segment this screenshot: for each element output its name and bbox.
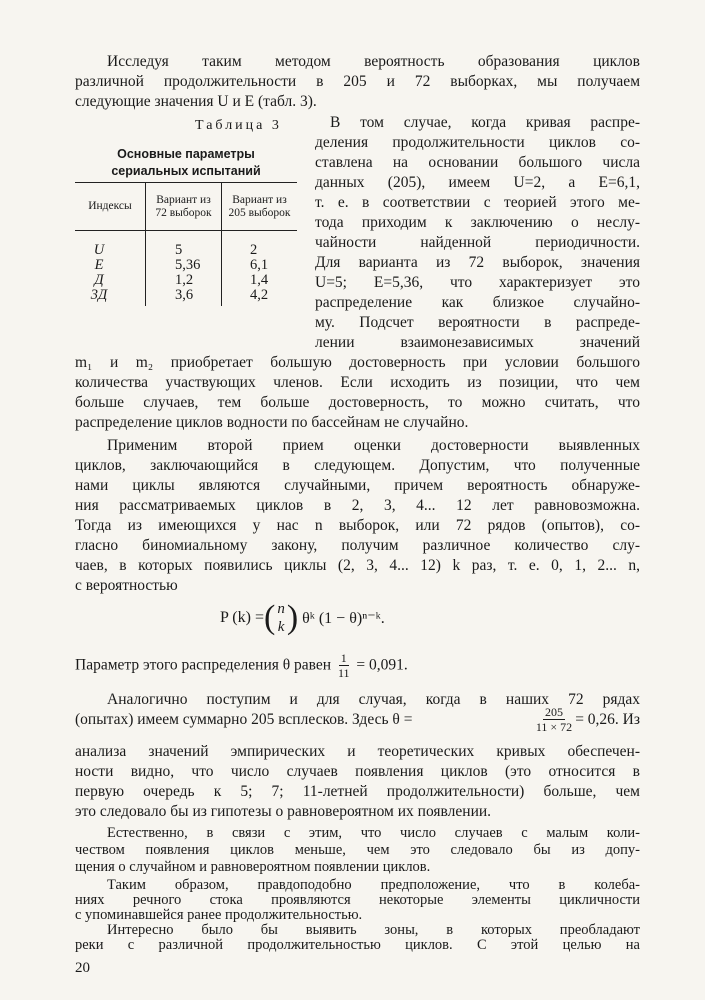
parameter-text: Параметр этого распределения θ равен (75, 656, 332, 674)
intro-line-1: Исследуя таким методом вероятность образования циклов (107, 53, 640, 70)
right-col-line-1: В том случае, когда кривая распре- (330, 114, 640, 131)
table-row-index: E (94, 257, 104, 273)
right-col-line-11: му. Подсчет вероятности в распреде- (315, 314, 640, 331)
table-header-v205-line-1: Вариант из (232, 194, 287, 206)
intro-line-3: следующие значения U и E (табл. 3). (75, 93, 317, 110)
right-col-line-4: данных (205), имеем U=2, а E=6,1, (315, 174, 640, 191)
para1-line-3: больше случаев, тем больше достоверность, то можно считать, что (75, 394, 640, 411)
table-row-index: 3Д (90, 287, 108, 303)
table-caption-line-2: сериальных испытаний (111, 164, 261, 178)
table-row-v72: 5,36 (175, 257, 201, 273)
para5-line-3: с упоминавшейся ранее продолжительностью. (75, 907, 363, 923)
table-header-rule (75, 230, 297, 231)
table-row-v72: 1,2 (175, 272, 194, 288)
para3-line-1: Аналогично поступим и для случая, когда в наших 72 рядах (107, 691, 640, 708)
table-header-v72-line-1: Вариант из (156, 194, 211, 206)
theta-frac-den: 11 × 72 (535, 720, 573, 734)
formula-open-paren: ( (263, 599, 276, 636)
theta-frac-num: 205 (545, 705, 564, 719)
para4-line-1: Естественно, в связи с этим, что число случаев с малым коли- (107, 825, 640, 841)
right-col-line-7: чайности найденной периодичности. (315, 234, 640, 251)
table-row-v205: 6,1 (250, 257, 269, 273)
para3-line-2-start: (опытах) имеем суммарно 205 всплесков. Здесь θ = (75, 711, 413, 728)
table-row-v205: 2 (250, 242, 258, 258)
table-row-index: Д (94, 272, 104, 288)
para6-line-1: Интересно было бы выявить зоны, в которых преобладают (107, 922, 640, 938)
parameter-fraction (338, 652, 350, 680)
para4-line-3: щения о случайном и равновероятном появлении циклов. (75, 859, 431, 875)
binomial-coefficient (277, 600, 285, 636)
para1-line-4: распределение циклов водности по бассейнам не случайно. (75, 414, 469, 431)
table-row-v205: 4,2 (250, 287, 269, 303)
table-row-v72: 3,6 (175, 287, 194, 303)
para2-line-4: ния рассматриваемых циклов в 2, 3, 4... 12 лет равновозможна. (75, 497, 640, 514)
right-col-line-6: тода приходим к заключению о неслу- (315, 214, 640, 231)
right-col-line-5: т. е. в соответствии с теорией этого ме- (315, 194, 640, 211)
parameter-frac-num: 1 (340, 651, 347, 665)
para1-line-1: m₁ и m₂ приобретает большую достоверность при условии большого (75, 354, 640, 371)
right-col-line-12: лении взаимонезависимых значений (315, 334, 640, 351)
intro-line-2: различной продолжительности в 205 и 72 выборках, мы получаем (75, 73, 640, 90)
table-header-v72-line-2: 72 выборок (155, 207, 212, 219)
para2-line-8: с вероятностью (75, 577, 178, 594)
table-caption-line-1: Основные параметры (117, 147, 255, 161)
binom-bottom: k (277, 619, 285, 635)
para5-line-2: ниях речного стока проявляются некоторые элементы цикличности (75, 892, 640, 908)
para2-line-1: Применим второй прием оценки достоверности выявленных (107, 437, 640, 454)
theta-fraction (536, 706, 572, 734)
para2-line-3: нами циклы являются случайными, причем вероятность обнаруже- (75, 477, 640, 494)
para1-line-2: количества участвующих членов. Если исходить из позиции, что чем (75, 374, 640, 391)
table-row-index: U (93, 242, 105, 258)
page-number: 20 (75, 960, 90, 976)
formula-rhs: θᵏ (1 − θ)ⁿ⁻ᵏ. (302, 610, 385, 627)
parameter-line (75, 652, 640, 680)
para2-line-6: гласно биномиальному закону, получим различное количество слу- (75, 537, 640, 554)
para2-line-2: циклов, заключающийся в следующем. Допустим, что полученные (75, 457, 640, 474)
parameters-table (75, 178, 297, 306)
parameter-result: = 0,091. (356, 656, 408, 674)
right-col-line-2: деления продолжительности циклов со- (315, 134, 640, 151)
table-top-rule (75, 182, 297, 183)
para4-line-2: чеством появления циклов меньше, чем это следовало бы из допу- (75, 842, 640, 858)
binomial-formula (220, 598, 385, 638)
parameter-frac-den: 11 (337, 666, 350, 680)
formula-close-paren: ) (286, 599, 299, 636)
binom-top: n (277, 601, 285, 617)
table-row-v72: 5 (175, 242, 183, 258)
table-row-v205: 1,4 (250, 272, 269, 288)
table-header-v205-line-2: 205 выборок (228, 207, 291, 219)
para5-line-1: Таким образом, правдоподобно предположение, что в колеба- (107, 877, 640, 893)
para2-line-7: чаев, в которых появились циклы (2, 3, 4... 12) k раз, т. е. 0, 1, 2... n, (75, 557, 640, 574)
para3-line-3: анализа значений эмпирических и теоретических кривых обеспечен- (75, 743, 640, 760)
table-label: Таблица 3 (195, 118, 282, 133)
formula-lhs: P (k) = (220, 609, 264, 626)
para2-line-5: Тогда из имеющихся у нас n выборок, или 72 рядов (опытов), со- (75, 517, 640, 534)
right-col-line-8: Для варианта из 72 выборок, значения (315, 254, 640, 271)
para3-line-2 (75, 706, 640, 734)
para3-line-2-end: = 0,26. Из (575, 711, 640, 728)
right-col-line-10: распределение как близкое случайно- (315, 294, 640, 311)
para3-line-6: это следовало бы из гипотезы о равновероятном их появлении. (75, 803, 492, 820)
table-header-indexes: Индексы (88, 200, 132, 212)
right-col-line-9: U=5; E=5,36, что характеризует это (315, 274, 640, 291)
right-col-line-3: ставлена на основании большого числа (315, 154, 640, 171)
para3-line-4: ности видно, что число случаев появления циклов (это относится в (75, 763, 640, 780)
para6-line-2: реки с различной продолжительностью циклов. С этой целью на (75, 937, 640, 953)
para3-line-5: первую очередь к 5; 7; 11-летней продолжительности) больше, чем (75, 783, 640, 800)
